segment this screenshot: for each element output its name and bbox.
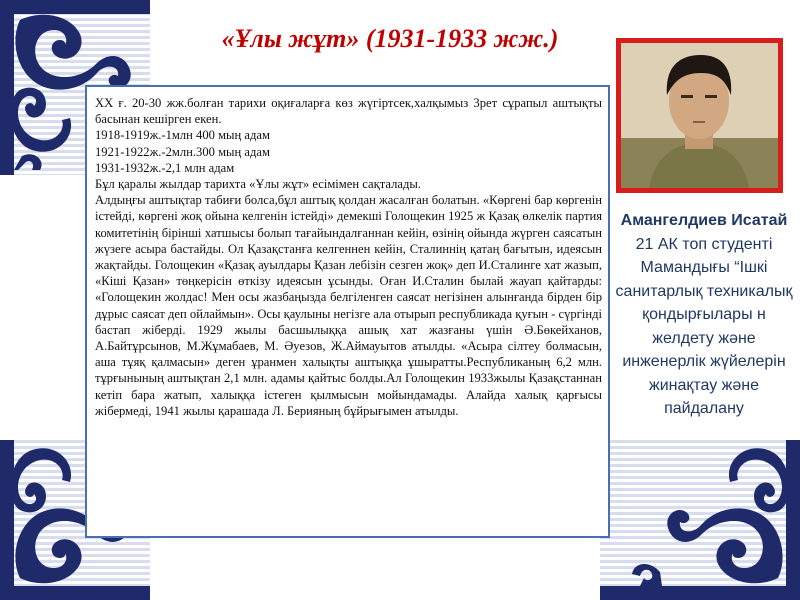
student-caption — [615, 209, 793, 421]
paragraph-great-jut: Бұл қаралы жылдар тарихта «Ұлы жұт» есімімен сақталады. — [95, 177, 421, 192]
student-photo — [621, 43, 778, 188]
slide-title: «Ұлы жұт» (1931-1933 жж.) — [221, 24, 559, 53]
paragraph-main: Алдыңғы аштықтар табиғи болса,бұл аштық қолдан жасалған болатын. «Көргені бар көргенін істейді, көргені жоқ ойына келгенін істейді» демекші Голощекин 1925 ж Қазақ өлкелік партия комитетінің бірінші хатшысы болып тағайындалғаннан кейін, өзінің ойында жүрген саясатын жүзеге асыра бастайды. Ол Қазақстанға келгеннен кейін, Сталиннің қатаң бағытын, идеясын жақтайды. Голощекин «Қазақ ауылдары Қазан лебізін сезген жоқ» деп И.Сталинге хат жазып, «Кіші Қазан» төңкерісін өткізу идеясын ұсынды. Оған И.Сталин былай жауап қайтарды: «Голощекин жолдас! Мен осы жазбаңызда белгіленген саясат негізінен алынғанда бірден бір дұрыс саясат деп ойлаймын». Осы қаулыны негізге ала отырып республикада қуғын - сүргінді бастап жіберді. 1929 жылы басшылыққа ашық хат жазғаны үшін Ә.Бөкейханов, А.Байтұрсынов, М.Жұмабаев, М. Әуезов, Ж.Аймауытов атылды. «Асыра сілтеу болмасын, аша тұяқ қалмасын» деген ұранмен халықты аштыққа ұшыратты.Республиканың 6,2 млн. тұрғынының аштықтан 2,1 млн. адамы қайтыс болды.Ал Голощекин 1933жылы Қазақстаннан кетіп бара жатып, халыққа істеген қылмысын мойындамады. Алайда халық қарғысы жібермеді, 1941 жылы қарашада Л. Берияның бұйрығымен атылды. — [95, 193, 602, 418]
paragraph-famine-1921: 1921-1922ж.-2млн.300 мың адам — [95, 144, 270, 159]
paragraph-famine-1918: 1918-1919ж.-1млн 400 мың адам — [95, 128, 270, 143]
student-name: Амангелдиев Исатай — [620, 212, 788, 229]
paragraph-intro: XX ғ. 20-30 жж.болған тарихи оқиғаларға көз жүгіртсек,халқымыз 3рет сұрапыл аштықты басынан кешірген екен. — [95, 96, 602, 127]
student-photo-frame — [616, 38, 783, 193]
student-info: 21 АК топ студенті Мамандығы “Ішкі санитарлық техникалық қондырғылары н желдету және инженерлік жүйелерін жинақтау және пайдалану — [615, 235, 793, 417]
ornament-bottom-right — [600, 440, 800, 600]
paragraph-famine-1931: 1931-1932ж.-2,1 млн адам — [95, 160, 235, 175]
text-box — [85, 85, 610, 538]
